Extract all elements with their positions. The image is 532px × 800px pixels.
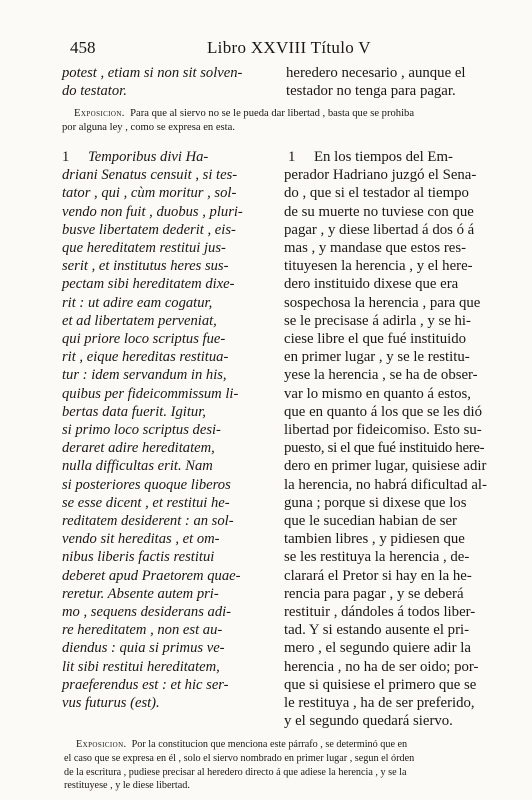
text-line: tambien libres , y pidiesen que	[284, 531, 465, 548]
text-line: En los tiempos del Em-	[314, 149, 453, 165]
text-line: puesto, si el que fué instituido here-	[284, 440, 485, 457]
text-line: deberet apud Praetorem quae-	[62, 567, 241, 584]
text-line: libertad por fideicomiso. Esto su-	[284, 422, 482, 439]
text-line: ciese libre el que fué instituido	[284, 331, 467, 348]
text-line: reretur. Absente autem pri-	[62, 585, 219, 602]
latin-column	[62, 148, 282, 712]
text-line: do testator.	[62, 83, 127, 100]
text-line: le restituya , ha de ser preferido,	[284, 695, 475, 712]
text-line: que si quisiese el primero que se	[284, 676, 477, 693]
text-line: en primer lugar , y se le restitu-	[284, 349, 470, 366]
text-line: tad. Y si estando ausente el pri-	[284, 622, 470, 639]
text-line: driani Senatus censuit , si tes-	[62, 167, 238, 184]
text-line: bertas data fuerit. Igitur,	[62, 403, 206, 420]
text-line: busve libertatem dederit , eis-	[62, 221, 236, 238]
spanish-column	[284, 148, 494, 731]
text-line: do , que si el testador al tiempo	[284, 185, 469, 202]
text-line: qui priore loco scriptus fue-	[62, 331, 226, 348]
text-line: si posteriores quoque liberos	[62, 476, 231, 493]
note-line: de la escritura , pudiese precisar al heredero directo á que adiese la herencia , y se la	[64, 766, 407, 778]
text-line: de su muerte no tuviese con que	[284, 203, 474, 220]
page-header	[70, 38, 470, 62]
text-line: Temporibus divi Ha-	[88, 149, 209, 165]
text-line: sospechosa la herencia , para que	[284, 294, 481, 311]
text-line: nulla difficultas erit. Nam	[62, 458, 213, 475]
text-line: se les restituya la herencia , de-	[284, 549, 470, 566]
exposicion-note-bottom	[64, 738, 494, 793]
text-line: dero instituido dixese que era	[284, 276, 459, 293]
note-label: Exposicion.	[74, 108, 125, 119]
text-line: mas , y mandase que estos res-	[284, 240, 467, 257]
text-line: lit sibi restitui hereditatem,	[62, 658, 220, 675]
text-line: guna ; porque si dixese que los	[284, 494, 467, 511]
text-line: restituir , dándoles á todos liber-	[284, 604, 476, 621]
text-line: se le precisase á adirla , y se hi-	[284, 312, 471, 329]
text-line: praeferendus est : et hic ser-	[62, 676, 229, 693]
note-line: el caso que se expresa en él , solo el siervo nombrado en primer lugar , segun el órden	[64, 752, 415, 764]
exposicion-note-top	[62, 107, 486, 135]
note-line: Por la constitucion que menciona este párrafo , se determinó que en	[131, 739, 408, 750]
page-number: 458	[70, 38, 96, 57]
text-line: se esse dicent , et restitui he-	[62, 494, 230, 511]
text-line: herencia , no ha de ser oido; por-	[284, 658, 479, 675]
text-line: deraret adire hereditatem,	[62, 440, 215, 457]
text-line: vendo sit hereditas , et om-	[62, 531, 220, 548]
text-line: heredero necesario , aunque el	[286, 65, 466, 81]
text-line: clarará el Pretor si hay en la he-	[284, 567, 472, 584]
text-line: testador no tenga para pagar.	[286, 83, 456, 100]
text-line: tur : idem servandum in his,	[62, 367, 227, 384]
text-line: mo , sequens desiderans adi-	[62, 604, 232, 621]
text-line: tituyesen la herencia , y el here-	[284, 258, 473, 275]
note-line: restituyese , y le diese libertad.	[64, 780, 190, 792]
text-line: rit : ut adire eam cogatur,	[62, 294, 213, 311]
text-line: vus futurus (est).	[62, 695, 160, 712]
note-label: Exposicion.	[76, 739, 127, 750]
text-line: diendus : quia si primus ve-	[62, 640, 225, 657]
text-line: nibus liberis factis restitui	[62, 549, 215, 566]
text-line: var lo mismo en quanto á estos,	[284, 385, 471, 402]
text-line: rencia para pagar , y se deberá	[284, 585, 464, 602]
note-line: por alguna ley , como se expresa en esta.	[62, 121, 235, 133]
running-title: Libro XXVIII Título V	[207, 38, 371, 57]
text-line: potest , etiam si non sit solven-	[62, 65, 243, 81]
text-line: pectam sibi hereditatem dixe-	[62, 276, 235, 293]
text-line: tator , qui , cùm moritur , sol-	[62, 185, 237, 202]
text-line: rit , eique hereditas restitua-	[62, 349, 229, 366]
text-line: quibus per fideicommissum li-	[62, 385, 239, 402]
top-spanish-fragment	[286, 64, 486, 100]
text-line: que hereditatem restitui jus-	[62, 240, 226, 257]
text-line: re hereditatem , non est au-	[62, 622, 223, 639]
text-line: et ad libertatem perveniat,	[62, 312, 217, 329]
text-line: mero , el segundo quiere adir la	[284, 640, 471, 657]
text-line: pagar , y diese libertad á dos ó á	[284, 221, 475, 238]
text-line: que le sucedian habian de ser	[284, 513, 457, 530]
text-line: serit , et institutus heres sus-	[62, 258, 229, 275]
text-line: la herencia, no habrá dificultad al-	[284, 476, 487, 493]
text-line: dero en primer lugar, quisiese adir	[284, 458, 487, 475]
text-line: que en quanto á los que se les dió	[284, 403, 483, 420]
section-number: 1	[62, 149, 70, 165]
top-latin-fragment	[62, 64, 282, 100]
text-line: vendo non fuit , duobus , pluri-	[62, 203, 243, 220]
text-line: si primo loco scriptus desi-	[62, 422, 221, 439]
text-line: reditatem desiderent : an sol-	[62, 513, 234, 530]
note-line: Para que al siervo no se le pueda dar libertad , basta que se prohiba	[130, 108, 415, 119]
text-line: y el segundo quedará siervo.	[284, 713, 453, 730]
text-line: perador Hadriano juzgó el Sena-	[284, 167, 477, 184]
text-line: yese la herencia , se ha de obser-	[284, 367, 478, 384]
section-number: 1	[288, 149, 296, 165]
